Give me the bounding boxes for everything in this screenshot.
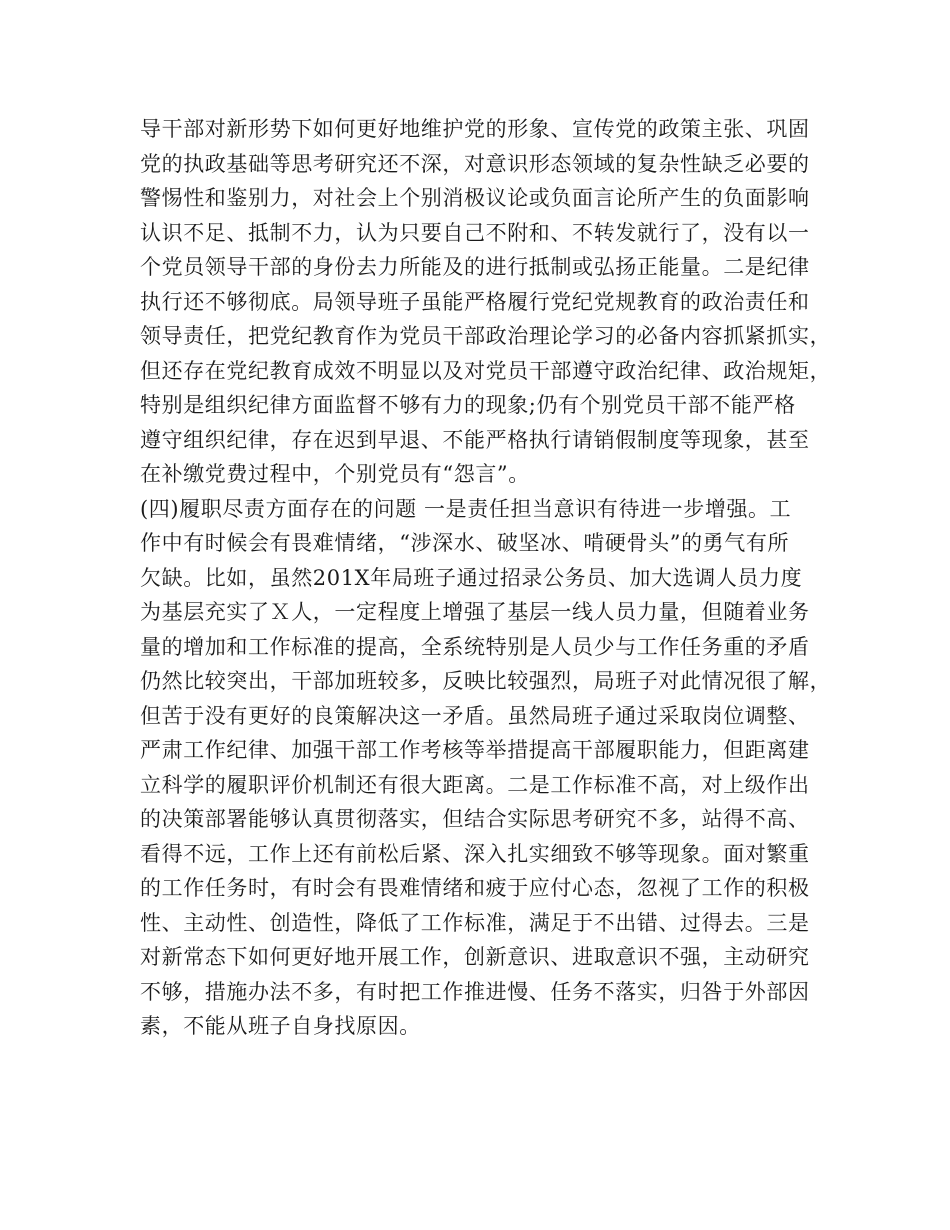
text-line: 领导责任，把党纪教育作为党员干部政治理论学习的必备内容抓紧抓实，: [140, 324, 832, 348]
text-line: 的决策部署能够认真贯彻落实，但结合实际思考研究不多，站得不高、: [140, 807, 810, 831]
text-line: 严肃工作纪律、加强干部工作考核等举措提高干部履职能力，但距离建: [140, 738, 810, 762]
section-heading-line: (四)履职尽责方面存在的问题 一是责任担当意识有待进一步增强。工: [140, 496, 792, 521]
text-line: 素，不能从班子自身找原因。: [140, 1014, 421, 1038]
text-line: 遵守组织纪律，存在迟到早退、不能严格执行请销假制度等现象，甚至: [140, 427, 810, 452]
text-line: 警惕性和鉴别力，对社会上个别消极议论或负面言论所产生的负面影响: [140, 186, 810, 210]
text-line: 但还存在党纪教育成效不明显以及对党员干部遵守政治纪律、政治规矩，: [140, 358, 832, 383]
body-text: [140, 112, 840, 1044]
text-line: 在补缴党费过程中，个别党员有“怨言”。: [140, 462, 530, 486]
text-line: 量的增加和工作标准的提高，全系统特别是人员少与工作任务重的矛盾: [140, 634, 810, 659]
text-line: 党的执政基础等思考研究还不深，对意识形态领域的复杂性缺乏必要的: [140, 151, 810, 176]
text-line: 仍然比较突出，干部加班较多，反映比较强烈，局班子对此情况很了解，: [140, 669, 832, 693]
text-line: 为基层充实了Ｘ人，一定程度上增强了基层一线人员力量，但随着业务: [140, 600, 810, 624]
text-line: 立科学的履职评价机制还有很大距离。二是工作标准不高，对上级作出: [140, 772, 810, 797]
text-line: 导干部对新形势下如何更好地维护党的形象、宣传党的政策主张、巩固: [140, 117, 810, 141]
text-line: 看得不远，工作上还有前松后紧、深入扎实细致不够等现象。面对繁重: [140, 841, 810, 866]
text-line: 认识不足、抵制不力，认为只要自己不附和、不转发就行了，没有以一: [140, 220, 810, 245]
text-line: 执行还不够彻底。局领导班子虽能严格履行党纪党规教育的政治责任和: [140, 289, 810, 314]
text-line: 个党员领导干部的身份去力所能及的进行抵制或弘扬正能量。二是纪律: [140, 255, 810, 279]
text-line: 不够，措施办法不多，有时把工作推进慢、任务不落实，归咎于外部因: [140, 979, 810, 1004]
text-line: 的工作任务时，有时会有畏难情绪和疲于应付心态，忽视了工作的积极: [140, 876, 810, 900]
text-line: 特别是组织纪律方面监督不够有力的现象;仍有个别党员干部不能严格: [140, 393, 796, 417]
text-line: 欠缺。比如，虽然201X年局班子通过招录公务员、加大选调人员力度: [140, 565, 803, 590]
text-line: 对新常态下如何更好地开展工作，创新意识、进取意识不强，主动研究: [140, 945, 810, 969]
text-line: 但苦于没有更好的良策解决这一矛盾。虽然局班子通过采取岗位调整、: [140, 703, 810, 728]
text-line: 性、主动性、创造性，降低了工作标准，满足于不出错、过得去。三是: [140, 910, 810, 935]
text-line: 作中有时候会有畏难情绪，“涉深水、破坚冰、啃硬骨头”的勇气有所: [140, 531, 790, 555]
